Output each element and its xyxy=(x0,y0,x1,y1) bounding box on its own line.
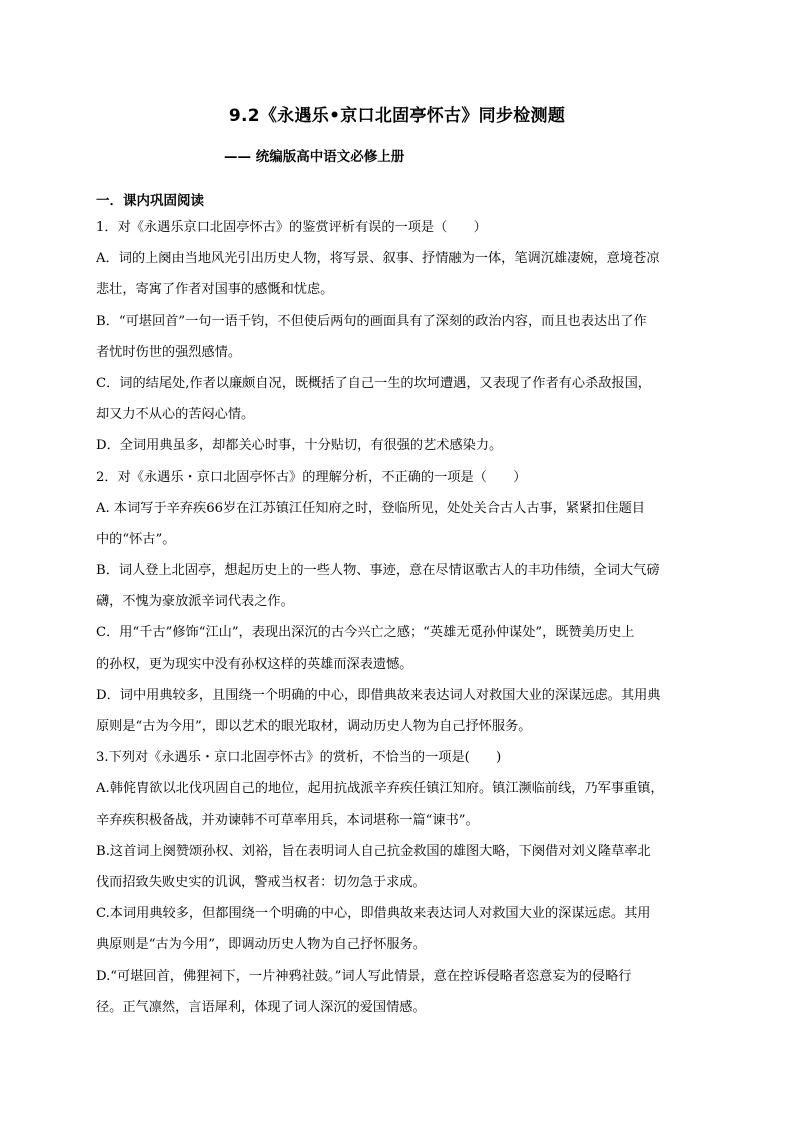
question-1-option-c-cont: 却又力不从心的苦闷心情。 xyxy=(96,407,255,423)
question-1-option-b: B．“可堪回首”一句一语千钧，不但使后两句的画面具有了深刻的政治内容，而且也表达出了作 xyxy=(96,313,647,329)
question-1-stem: 1．对《永遇乐京口北固亭怀古》的鉴赏评析有误的一项是（ ） xyxy=(96,220,487,235)
question-1-option-a: A．词的上阕由当地风光引出历史人物，将写景、叙事、抒情融为一体，笔调沉雄凄婉，意境苍凉 xyxy=(96,251,660,267)
question-3-option-b-cont: 伐而招致失败史实的讥讽，警戒当权者：切勿急于求成。 xyxy=(96,874,426,890)
question-1-option-d: D．全词用典虽多，却都关心时事，十分贴切，有很强的艺术感染力。 xyxy=(96,438,503,454)
question-1-option-a-cont: 悲壮，寄寓了作者对国事的感慨和忧虑。 xyxy=(96,282,334,298)
question-2-stem: 2．对《永遇乐・京口北固亭怀古》的理解分析，不正确的一项是（ ） xyxy=(96,469,527,485)
question-2-option-b-cont: 礴，不愧为豪放派辛词代表之作。 xyxy=(96,594,294,610)
question-3-option-a: A.韩侂胄欲以北伐巩固自己的地位，起用抗战派辛弃疾任镇江知府。镇江濒临前线，乃军事重镇， xyxy=(96,781,664,797)
question-2-option-a-cont: 中的“怀古”。 xyxy=(96,531,176,547)
question-3-option-d: D.“可堪回首，佛狸祠下，一片神鸦社鼓。”词人写此情景，意在控诉侵略者恣意妄为的侵略行 xyxy=(96,968,632,984)
question-2-option-d-cont: 原则是“古为今用”，即以艺术的眼光取材，调动历史人物为自己抒怀服务。 xyxy=(96,719,532,734)
question-2-option-b: B．词人登上北固亭，想起历史上的一些人物、事迹，意在尽情讴歌古人的丰功伟绩，全词大气磅 xyxy=(96,563,660,579)
question-3-option-c: C.本词用典较多，但都围绕一个明确的中心，即借典故来表达词人对救国大业的深谋远虑。其用 xyxy=(96,906,651,922)
question-content xyxy=(96,216,700,1027)
question-1-option-c: C．词的结尾处,作者以廉颇自况，既概括了自己一生的坎坷遭遇，又表现了作者有心杀敌报国， xyxy=(96,375,651,391)
question-2-option-d: D．词中用典较多，且围绕一个明确的中心，即借典故来表达词人对救国大业的深谋远虑。其用典 xyxy=(96,687,661,703)
section-heading: 一．课内巩固阅读 xyxy=(96,193,204,209)
question-1-option-b-cont: 者忧时伤世的强烈感情。 xyxy=(96,344,242,360)
question-3-option-d-cont: 径。正气凛然，言语犀利，体现了词人深沉的爱国情感。 xyxy=(96,999,426,1015)
question-2-option-c: C．用“千古”修饰“江山”，表现出深沉的古今兴亡之感；“英雄无觅孙仲谋处”，既赞美历史上 xyxy=(96,625,635,641)
question-3-option-b: B.这首词上阕赞颂孙权、刘裕，旨在表明词人自己抗金救国的雄图大略，下阕借对刘义隆草率北 xyxy=(96,843,651,859)
question-3-stem: 3.下列对《永遇乐・京口北固亭怀古》的赏析，不恰当的一项是( ) xyxy=(96,750,502,766)
question-2-option-a: A. 本词写于辛弃疾66岁在江苏镇江任知府之时，登临所见，处处关合古人古事，紧紧扣住题目 xyxy=(96,500,645,516)
question-3-option-c-cont: 典原则是“古为今用”，即调动历史人物为自己抒怀服务。 xyxy=(96,937,426,953)
question-3-option-a-cont: 辛弃疾积极备战，并劝谏韩不可草率用兵，本词堪称一篇“谏书”。 xyxy=(96,812,479,828)
document-subtitle: —— 统编版高中语文必修上册 xyxy=(224,149,405,165)
document-title: 9.2《永遇乐•京口北固亭怀古》同步检测题 xyxy=(228,106,566,126)
question-2-option-c-cont: 的孙权，更为现实中没有孙权这样的英雄而深表遗憾。 xyxy=(96,656,413,672)
